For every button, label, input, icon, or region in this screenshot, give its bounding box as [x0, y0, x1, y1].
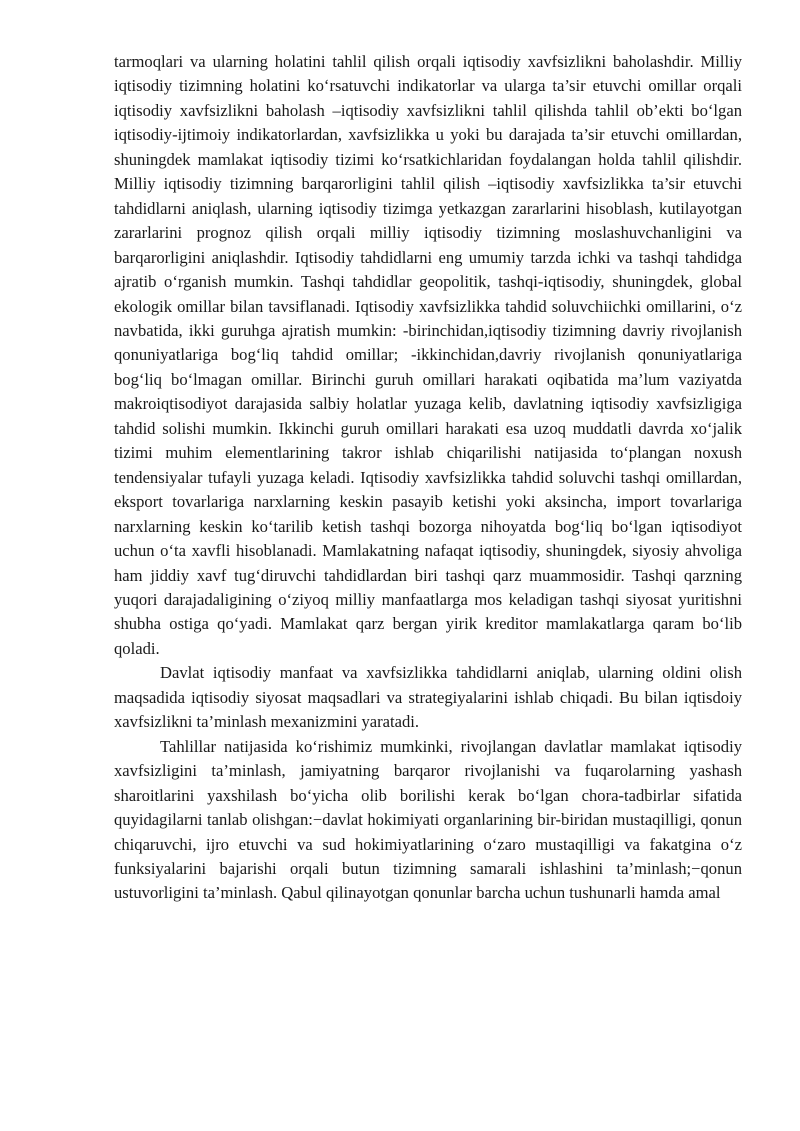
paragraph-economic-threats: tarmoqlari va ularning holatini tahlil qilish orqali iqtisodiy xavfsizlikni baholashdir. Milliy iqtisodiy tizimning holatini ko‘rsatuvchi indikatorlar va ularga ta’sir etuvchi omillar orqali iqtisodiy xavfsizlikni baholash –iqtisodiy xavfsizlikni tahlil qilishda tahlil ob’ekti bo‘lgan iqtisodiy-ijtimoiy indikatorlardan, xavfsizlikka u yoki bu darajada ta’sir etuvchi omillardan, shuningdek mamlakat iqtisodiy tizimi ko‘rsatkichlaridan foydalangan holda tahlil qilishdir. Milliy iqtisodiy tizimning barqarorligini tahlil qilish –iqtisodiy xavfsizlikka ta’sir etuvchi tahdidlarni aniqlash, ularning iqtisodiy tizimga yetkazgan zararlarini hisoblash, kutilayotgan zararlarini prognoz qilish orqali milliy iqtisodiy tizimning moslashuvchanligini va barqarorligini aniqlashdir. Iqtisodiy tahdidlarni eng umumiy tarzda ichki va tashqi tahdidga ajratib o‘rganish mumkin. Tashqi tahdidlar geopolitik, tashqi-iqtisodiy, shuningdek, global ekologik omillar bilan tavsiflanadi. Iqtisodiy xavfsizlikka tahdid soluvchiichki omillarini, o‘z navbatida, ikki guruhga ajratish mumkin: -birinchidan,iqtisodiy tizimning davriy rivojlanish qonuniyatlariga bog‘liq tahdid omillar; -ikkinchidan,davriy rivojlanish qonuniyatlariga bog‘liq bo‘lmagan omillar. Birinchi guruh omillari harakati oqibatida ma’lum vaziyatda makroiqtisodiyot darajasida salbiy holatlar yuzaga kelib, davlatning iqtisodiy xavfsizligiga tahdid solishi mumkin. Ikkinchi guruh omillari harakati esa uzoq muddatli davrda xo‘jalik tizimi muhim elementlarining takror ishlab chiqarilishi natijasida to‘plangan noxush tendensiyalar tufayli yuzaga keladi. Iqtisodiy xavfsizlikka tahdid soluvchi tashqi omillardan, eksport tovarlariga narxlarning keskin pasayib ketishi yoki aksincha, import tovarlariga narxlarning keskin ko‘tarilib ketish tashqi bozorga nihoyatda bog‘liq bo‘lgan iqtisodiyot uchun o‘ta xavfli hisoblanadi. Mamlakatning nafaqat iqtisodiy, shuningdek, siyosiy ahvoliga ham jiddiy xavf tug‘diruvchi tahdidlardan biri tashqi qarz muammosidir. Tashqi qarzning yuqori darajadaligining o‘ziyoq milliy manfaatlarga mos keladigan tashqi siyosat yuritishni shubha ostiga qo‘yadi. Mamlakat qarz bergan yirik kreditor mamlakatlarga qaram bo‘lib qoladi. — [114, 52, 742, 658]
paragraph-developed-countries: Tahlillar natijasida ko‘rishimiz mumkinki, rivojlangan davlatlar mamlakat iqtisodiy xavfsizligini ta’minlash, jamiyatning barqaror rivojlanishi va fuqarolarning yashash sharoitlarini yaxshilash bo‘yicha olib borilishi kerak bo‘lgan chora-tadbirlar sifatida quyidagilarni tanlab olishgan:−davlat hokimiyati organlarining bir-biridan mustaqilligi, qonun chiqaruvchi, ijro etuvchi va sud hokimiyatlarining o‘zaro mustaqilligi va fakatgina o‘z funksiyalarini bajarishi orqali butun tizimning samarali ishlashini ta’minlash;−qonun ustuvorligini ta’minlash. Qabul qilinayotgan qonunlar barcha uchun tushunarli hamda amal — [114, 736, 742, 903]
paragraph-state-policy: Davlat iqtisodiy manfaat va xavfsizlikka tahdidlarni aniqlab, ularning oldini olish maqsadida iqtisodiy siyosat maqsadlari va strategiyalarini ishlab chiqadi. Bu bilan iqtisdoiy xavfsizlikni ta’minlash mexanizmini yaratadi. — [114, 663, 742, 732]
document-page — [114, 50, 742, 906]
